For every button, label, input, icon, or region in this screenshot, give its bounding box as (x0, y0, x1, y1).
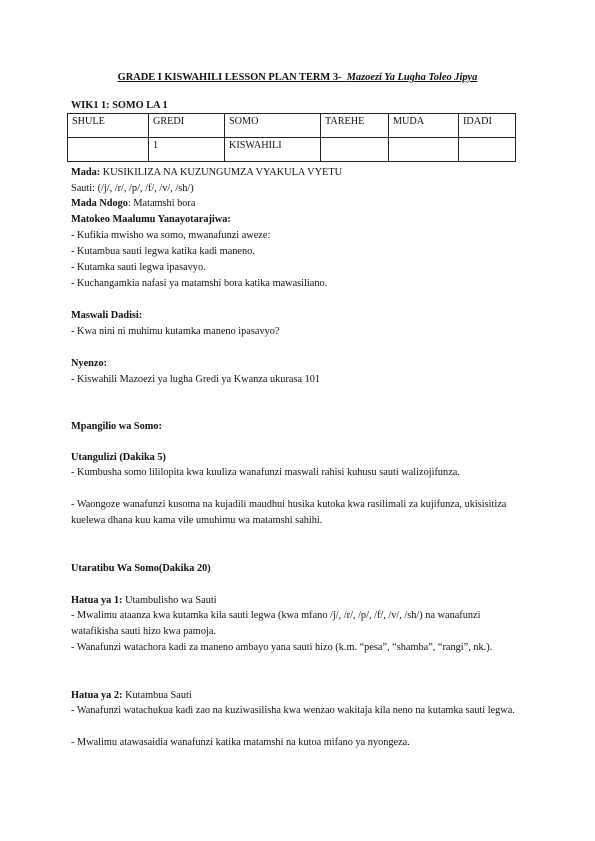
title-subtitle: Mazoezi Ya Lugha Toleo Jipya (346, 72, 478, 83)
hatua1-title: Utambulisho wa Sauti (122, 595, 217, 606)
document-title (0, 72, 595, 83)
table-header-cell: IDADI (459, 114, 516, 138)
mada-label: Mada: (71, 167, 101, 178)
table-header-cell: TAREHE (321, 114, 389, 138)
hatua1-heading (71, 594, 217, 607)
nyenzo-item: - Kiswahili Mazoezi ya lugha Gredi ya Kwanza ukurasa 101 (71, 374, 321, 385)
mada-ndogo-line (71, 197, 195, 210)
hatua1-paragraph-2: - Wanafunzi watachora kadi za maneno ambayo yana sauti hizo (k.m. “pesa”, “shamba”, “rangi”, nk.). (71, 642, 493, 653)
hatua2-paragraph-2: - Mwalimu atawasaidia wanafunzi katika matamshi na kutoa mifano ya nyongeza. (71, 737, 410, 748)
table-header-cell: MUDA (389, 114, 459, 138)
matokeo-heading: Matokeo Maalumu Yanayotarajiwa: (71, 214, 231, 225)
mada-value: KUSIKILIZA NA KUZUNGUMZA VYAKULA VYETU (100, 167, 343, 178)
mada-ndogo-label: Mada Ndogo (71, 198, 128, 209)
lesson-info-table (67, 113, 516, 162)
mada-line (71, 166, 342, 179)
list-item: - Kutamka sauti legwa ipasavyo. (71, 262, 206, 273)
table-cell: 1 (149, 138, 225, 162)
table-row (68, 138, 516, 162)
utangulizi-paragraph-2: - Waongoze wanafunzi kusoma na kujadili maudhui husika kutoka kwa rasilimali za kujifunza, ukisisitiza kuelewa dhana kuu kama vile umuhimu wa matamshi sahihi. (71, 499, 507, 526)
table-cell (389, 138, 459, 162)
table-cell (459, 138, 516, 162)
title-main: GRADE I KISWAHILI LESSON PLAN TERM 3- (117, 72, 342, 83)
hatua2-paragraph-1: - Wanafunzi watachukua kadi zao na kuziwasilisha kwa wenzao wakitaja kila neno na kutamka sauti legwa. (71, 705, 515, 716)
list-item: - Kutambua sauti legwa katika kadi maneno. (71, 246, 255, 257)
utangulizi-paragraph-1: - Kumbusha somo lililopita kwa kuuliza wanafunzi maswali rahisi kuhusu sauti walizojifunza. (71, 467, 460, 478)
maswali-item: - Kwa nini ni muhimu kutamka maneno ipasavyo? (71, 326, 280, 337)
utangulizi-heading: Utangulizi (Dakika 5) (71, 452, 166, 463)
table-header-cell: SOMO (225, 114, 321, 138)
mada-ndogo-value: : Matamshi bora (127, 198, 196, 209)
utaratibu-heading: Utaratibu Wa Somo(Dakika 20) (71, 563, 211, 574)
sauti-line: Sauti: (/j/, /r/, /p/, /f/, /v/, /sh/) (71, 183, 194, 194)
hatua1-paragraph-1: - Mwalimu ataanza kwa kutamka kila sauti legwa (kwa mfano /j/, /r/, /p/, /f/, /v/, /sh/) na wanafunzi watafikisha sauti hizo kwa pamoja. (71, 610, 481, 637)
table-cell: KISWAHILI (225, 138, 321, 162)
hatua2-heading (71, 689, 192, 702)
maswali-heading: Maswali Dadisi: (71, 310, 143, 321)
hatua1-label: Hatua ya 1: (71, 595, 123, 606)
table-header-row (68, 114, 516, 138)
table-cell (321, 138, 389, 162)
list-item: - Kuchangamkia nafasi ya matamshi bora katika mawasiliano. (71, 278, 328, 289)
mpangilio-heading: Mpangilio wa Somo: (71, 421, 162, 432)
table-header-cell: SHULE (68, 114, 149, 138)
week-lesson-label: WIK1 1: SOMO LA 1 (71, 100, 168, 111)
nyenzo-heading: Nyenzo: (71, 358, 108, 369)
list-item: - Kufikia mwisho wa somo, mwanafunzi aweze: (71, 230, 271, 241)
hatua2-title: Kutambua Sauti (122, 690, 192, 701)
table-header-cell: GREDI (149, 114, 225, 138)
hatua2-label: Hatua ya 2: (71, 690, 123, 701)
table-cell (68, 138, 149, 162)
